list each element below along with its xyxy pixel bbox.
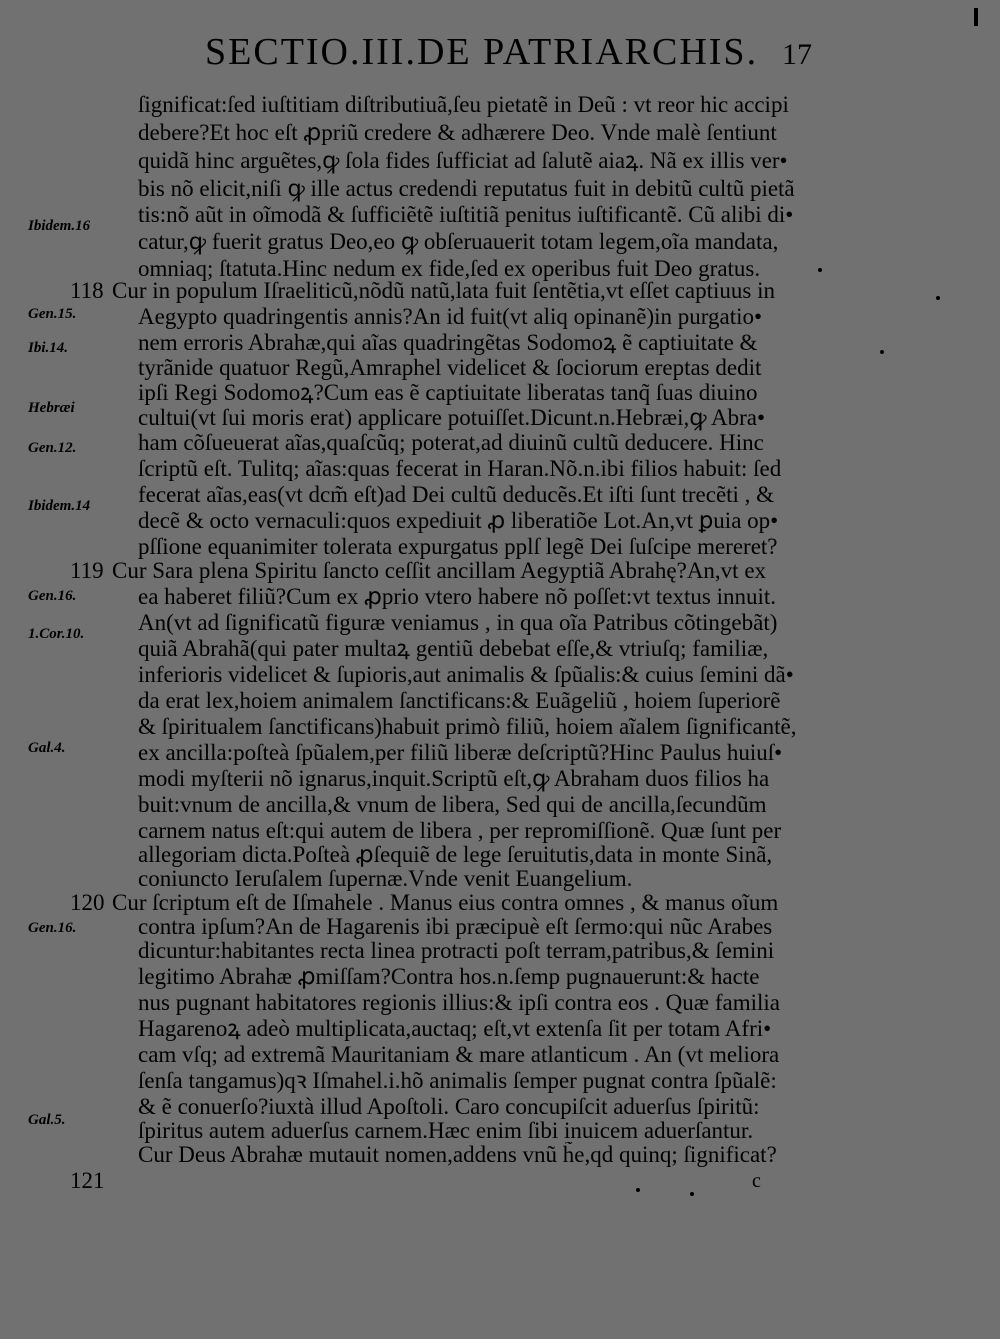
text-line: Cur Sara plena Spiritu ſancto ceſſit ancillam Aegyptiã Abrahę?An,vt ex (112, 558, 767, 583)
text-line: pſſione equanimiter tolerata expurgatus pplſ legẽ Dei ſuſcipe mereret? (138, 534, 778, 559)
ink-speck (690, 1192, 694, 1196)
text-line: An(vt ad ſignificatũ figuræ veniamus , in qua oĩa Patribus cõtingebãt) (138, 610, 778, 635)
text-line: Cur Deus Abrahæ mutauit nomen,addens vnũ h̃e,qd quinq; ſignificat? (138, 1142, 777, 1167)
margin-note: Ibi.14. (28, 340, 69, 356)
text-line: ipſi Regi Sodomoꝝ?Cum eas ẽ captiuitate liberatas tanq̃ ſuas diuino (138, 380, 758, 405)
paragraph-number: 120 (70, 890, 105, 915)
ink-speck (936, 296, 940, 300)
text-line: ham cõſueuerat aĩas,quaſcũq; poterat,ad diuinũ cultũ deducere. Hinc (138, 430, 764, 455)
text-line: buit:vnum de ancilla,& vnum de libera, Sed qui de ancilla,ſecundũm (138, 792, 767, 817)
text-line: ſcriptũ eſt. Tulitq; aĩas:quas fecerat in Haran.Nõ.n.ibi filios habuit: ſed (138, 456, 782, 481)
margin-note: Gal.4. (28, 740, 66, 756)
scan-edge-mark (974, 8, 978, 26)
text-line: Hagarenoꝝ adeò multiplicata,auctaq; eſt,vt extenſa ſit per totam Afri• (138, 1016, 772, 1041)
text-line: debere?Et hoc eſt ꝓpriũ credere & adhærere Deo. Vnde malè ſentiunt (138, 120, 777, 145)
text-line: & ſpiritualem ſanctificans)habuit primò filiũ, hoiem aĩalem ſignificantẽ, (138, 714, 797, 739)
margin-note: Gen.16. (28, 588, 77, 604)
text-line (112, 1168, 828, 1196)
text-line: decẽ & octo vernaculi:quos expediuit ꝓ liberatiõe Lot.An,vt ꝑuia op• (138, 508, 779, 533)
margin-note: Gen.12. (28, 440, 77, 456)
text-line: ſignificat:ſed iuſtitiam diſtributiuã,ſeu pietatẽ in Deũ : vt reor hic accipi (138, 92, 789, 117)
margin-note: Hebræi (28, 400, 75, 416)
text-line: da erat lex,hoiem animalem ſanctificans:& Euãgeliũ , hoiem ſuperiorẽ (138, 688, 781, 713)
text-line: ſpiritus autem aduerſus carnem.Hæc enim ſibi inuicem aduerſantur. (138, 1118, 754, 1143)
text-line: ex ancilla:poſteà ſpũalem,per filiũ liberæ deſcriptũ?Hinc Paulus huiuſ• (138, 740, 783, 765)
text-line: inferioris videlicet & ſupioris,aut animalis & ſpũalis:& cuius ſemini dã• (138, 662, 794, 687)
text-line: tis:nõ aũt in oĩmodã & ſufficiẽtẽ iuſtitiã penitus iuſtificantẽ. Cũ alibi di• (138, 202, 794, 227)
text-line: dicuntur:habitantes recta linea protracti poſt terram,patribus,& ſemini (138, 938, 775, 963)
margin-note: Ibidem.14 (28, 498, 91, 514)
text-line: nem erroris Abrahæ,qui aĩas quadringẽtas Sodomoꝝ ẽ captiuitate & (138, 330, 758, 355)
text-line: bis nõ elicit,niſi ꝙ ille actus credendi reputatus fuit in debitũ cultũ pietã (138, 176, 795, 201)
text-line: contra ipſum?An de Hagarenis ibi præcipuè eſt ſermo:qui nũc Arabes (138, 914, 773, 939)
running-title: SECTIO.III.DE PATRIARCHIS. (205, 31, 759, 73)
margin-note: 1.Cor.10. (28, 626, 85, 642)
text-line: Cur ſcriptum eſt de Iſmahele . Manus eius contra omnes , & manus oĩum (112, 890, 779, 915)
text-line: carnem natus eſt:qui autem de libera , per repromiſſionẽ. Quæ ſunt per (138, 818, 782, 843)
paragraph-number: 119 (70, 558, 104, 583)
text-line: omniaq; ſtatuta.Hinc nedum ex fide,ſed ex operibus fuit Deo gratus. (138, 256, 761, 281)
text-line: Cur in populum Iſraeliticũ,nõdũ natũ,lata fuit ſentẽtia,vt eſſet captiuus in (112, 278, 776, 303)
ink-speck (636, 1188, 640, 1192)
text-line: allegoriam dicta.Poſteà ꝓſequiẽ de lege ſeruitutis,data in monte Sinã, (138, 842, 773, 867)
text-line: legitimo Abrahæ ꝓmiſſam?Contra hos.n.ſemp pugnauerunt:& hacte (138, 964, 760, 989)
paragraph-number: 121 (70, 1168, 105, 1193)
text-line: catur,ꝙ fuerit gratus Deo,eo ꝙ obſeruauerit totam legem,oĩa mandata, (138, 229, 779, 254)
margin-note: Gal.5. (28, 1112, 66, 1128)
text-line: cultui(vt ſui moris erat) applicare potuiſſet.Dicunt.n.Hebræi,ꝙ Abra• (138, 405, 765, 430)
text-line: modi myſterii nõ ignarus,inquit.Scriptũ eſt,ꝙ Abraham duos filios ha (138, 766, 770, 791)
margin-note: Ibidem.16 (28, 218, 91, 234)
margin-note: Gen.15. (28, 306, 77, 322)
ink-speck (818, 268, 822, 272)
signature-mark: c (752, 1170, 761, 1192)
text-line: quidã hinc arguẽtes,ꝙ ſola fides ſufficiat ad ſalutẽ aiaꝝ. Nã ex illis ver• (138, 148, 788, 173)
text-line: ea haberet filiũ?Cum ex ꝓprio vtero habere nõ poſſet:vt textus innuit. (138, 584, 776, 609)
page-number: 17 (782, 38, 812, 71)
text-line: coniuncto Ieruſalem ſupernæ.Vnde venit Euangelium. (138, 866, 633, 891)
paragraph-number: 118 (70, 278, 104, 303)
text-line: nus pugnant habitatores regionis illius:& ipſi contra eos . Quæ familia (138, 990, 780, 1015)
text-line: cam vſq; ad extremã Mauritaniam & mare atlanticum . An (vt meliora (138, 1042, 780, 1067)
text-line: tyrãnide quatuor Regũ,Amraphel videlicet & ſociorum ereptas dedit (138, 355, 762, 380)
text-line: quiã Abrahã(qui pater multaꝝ gentiũ debebat eſſe,& vtriuſq; familiæ, (138, 636, 769, 661)
text-line: fecerat aĩas,eas(vt dcm̃ eſt)ad Dei cultũ deducẽs.Et iſti ſunt trecẽti , & (138, 482, 775, 507)
text-line: & ẽ conuerſo?iuxtà illud Apoſtoli. Caro concupiſcit aduerſus ſpiritũ: (138, 1094, 760, 1119)
margin-note: Gen.16. (28, 920, 77, 936)
text-line: ſenſa tangamus)qꝛ Iſmahel.i.hõ animalis ſemper pugnat contra ſpũalẽ: (138, 1068, 777, 1093)
text-line: Aegypto quadringentis annis?An id fuit(vt aliq opinanẽ)in purgatio• (138, 304, 763, 329)
ink-speck (880, 350, 884, 354)
